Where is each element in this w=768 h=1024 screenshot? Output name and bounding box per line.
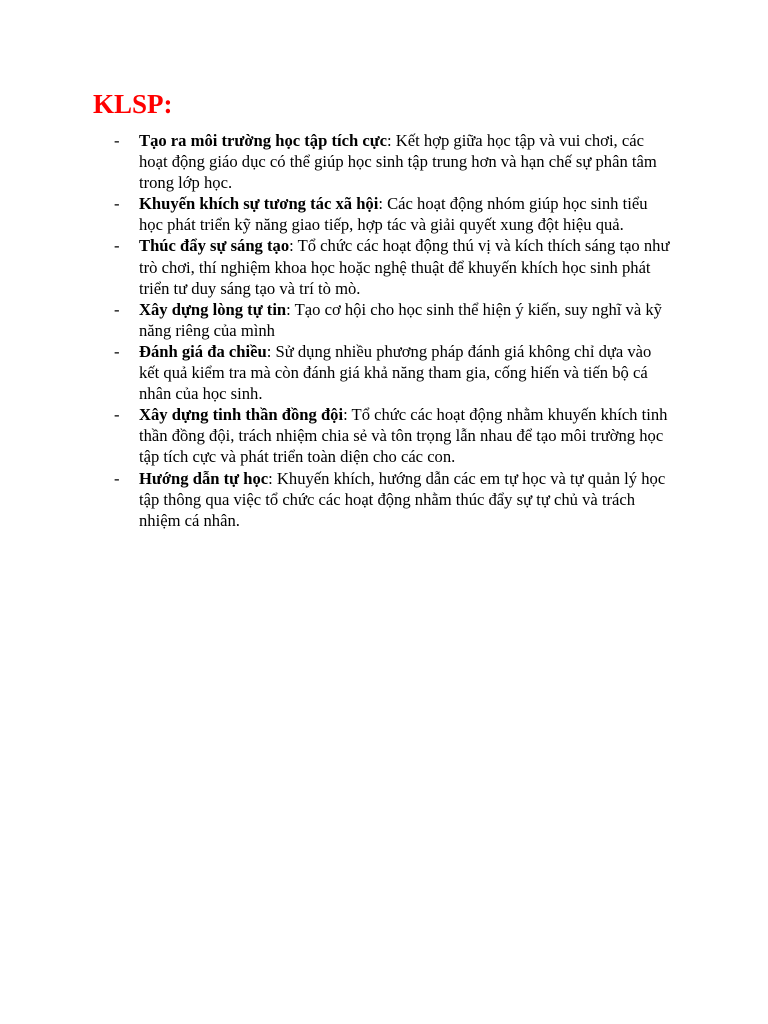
item-term: Xây dựng tinh thần đồng đội (139, 405, 344, 425)
item-description: : Sử dụng nhiều phương pháp đánh giá không chỉ dựa vào kết quả kiểm tra mà còn đánh giá khả năng tham gia, cống hiến và tiến bộ cá nhân của học sinh. (139, 341, 652, 404)
item-description: : Tổ chức các hoạt động nhằm khuyến khích tinh thần đồng đội, trách nhiệm chia sẻ và tôn trọng lẫn nhau để tạo môi trường học tập tích cực và phát triển toàn diện cho các con. (139, 405, 668, 467)
dash-bullet: - (114, 299, 120, 319)
dash-bullet: - (114, 468, 120, 488)
list-item (112, 468, 674, 531)
item-term: Xây dựng lòng tự tin (139, 299, 287, 319)
item-description: : Tạo cơ hội cho học sinh thể hiện ý kiến, suy nghĩ và kỹ năng riêng của mình (139, 299, 662, 340)
list-item (112, 193, 674, 235)
bullet-list (112, 130, 674, 531)
item-term: Khuyến khích sự tương tác xã hội (139, 194, 379, 214)
list-item (112, 404, 674, 467)
dash-bullet: - (114, 131, 120, 150)
item-term: Thúc đẩy sự sáng tạo (139, 236, 290, 256)
item-description: : Khuyến khích, hướng dẫn các em tự học và tự quản lý học tập thông qua việc tổ chức các hoạt động nhằm thúc đẩy sự tự chủ và trách nhiệm cá nhân. (139, 468, 666, 530)
item-description: : Các hoạt động nhóm giúp học sinh tiểu học phát triển kỹ năng giao tiếp, hợp tác và giải quyết xung đột hiệu quả. (139, 194, 648, 235)
list-item (112, 235, 674, 298)
list-item (112, 130, 674, 193)
dash-bullet: - (114, 341, 120, 361)
item-description: : Tổ chức các hoạt động thú vị và kích thích sáng tạo như trò chơi, thí nghiệm khoa học hoặc nghệ thuật để khuyến khích học sinh phát triển tư duy sáng tạo và trí tò mò. (139, 236, 670, 298)
item-term: Đánh giá đa chiều (139, 341, 267, 361)
item-description: : Kết hợp giữa học tập và vui chơi, các hoạt động giáo dục có thể giúp học sinh tập trung hơn và hạn chế sự phân tâm trong lớp học. (139, 131, 657, 193)
dash-bullet: - (114, 405, 120, 425)
dash-bullet: - (114, 194, 120, 214)
list-item (112, 341, 674, 404)
list-item (112, 299, 674, 341)
item-term: Hướng dẫn tự học (139, 468, 269, 488)
dash-bullet: - (114, 236, 120, 256)
item-term: Tạo ra môi trường học tập tích cực (139, 131, 388, 150)
document-heading: KLSP: (93, 89, 173, 119)
